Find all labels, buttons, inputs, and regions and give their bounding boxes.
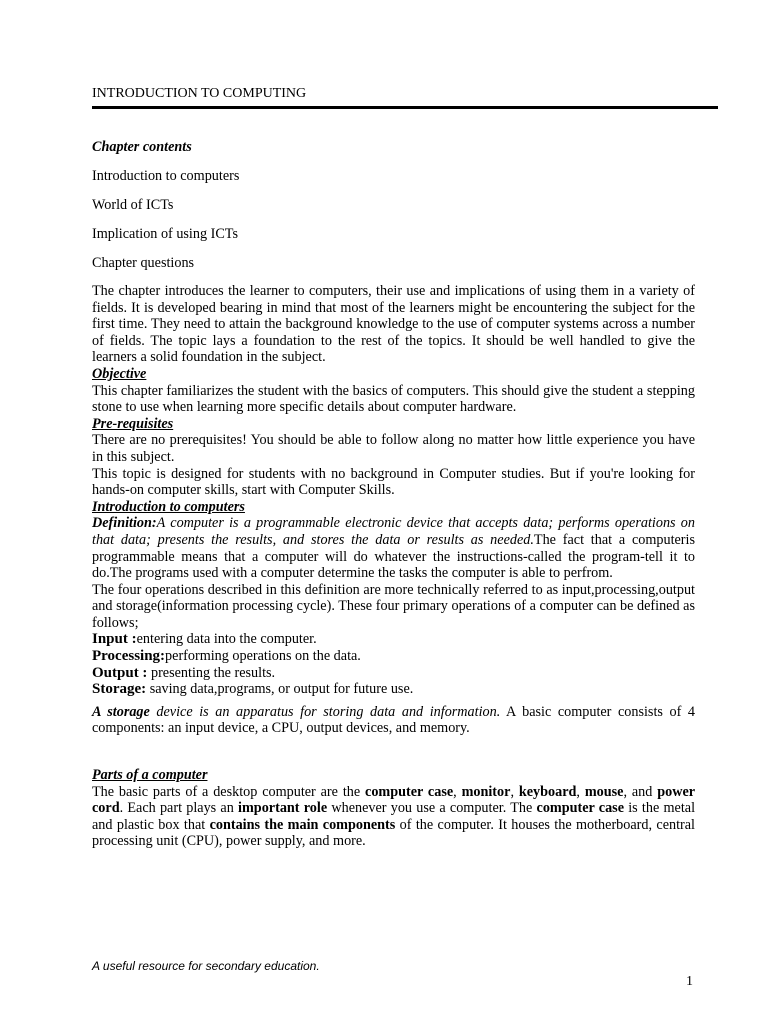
- operation-line: [92, 648, 695, 665]
- text-run: The basic parts of a desktop computer are the: [92, 783, 366, 800]
- bold-term: contains the main components: [209, 816, 396, 833]
- storage-label: A storage: [92, 703, 150, 720]
- operation-text: presenting the results.: [147, 664, 276, 681]
- page-number: 1: [686, 974, 693, 989]
- operation-text: saving data,programs, or output for future use.: [146, 681, 414, 698]
- parts-paragraph: [92, 784, 695, 850]
- bold-term: keyboard: [518, 783, 577, 800]
- bold-term: computer case: [536, 800, 625, 817]
- four-operations-paragraph: The four operations described in this definition are more technically referred to as input,processing,output and storage(information processing cycle). These four primary operations of a computer can be defined as follows;: [92, 581, 695, 631]
- storage-paragraph: [92, 704, 695, 737]
- toc-item: Introduction to computers: [92, 168, 240, 184]
- toc-item: Chapter questions: [92, 255, 195, 271]
- text-run: ,: [453, 783, 462, 800]
- operation-label: Processing:: [92, 648, 166, 665]
- text-run: of the computer. It houses the motherboard, central processing unit (CPU), power supply, and more.: [92, 816, 695, 850]
- footer-note: A useful resource for secondary education.: [92, 959, 320, 973]
- operation-label: Input :: [92, 631, 137, 648]
- toc-item: Implication of using ICTs: [92, 226, 238, 242]
- objective-text: This chapter familiarizes the student with the basics of computers. This should give the student a stepping stone to use when learning more specific details about computer hardware.: [92, 382, 695, 416]
- bold-term: power cord: [92, 783, 696, 817]
- operation-line: [92, 681, 695, 698]
- objective-heading: Objective: [92, 365, 147, 382]
- intro-paragraph: The chapter introduces the learner to computers, their use and implications of using them in a variety of fields. It is developed bearing in mind that most of the learners might be encountering the subject for the first time. They need to attain the background knowledge to the use of computer systems across a number of fields. The topic lays a foundation to the rest of the topics. It should be well handled to give the learners a solid foundation in the subject.: [92, 283, 695, 366]
- text-run: ,: [510, 783, 519, 800]
- text-run: . Each part plays an: [119, 800, 239, 817]
- definition-paragraph: [92, 515, 695, 581]
- prerequisites-heading: Pre-requisites: [92, 415, 174, 432]
- bold-term: computer case: [365, 783, 454, 800]
- operation-text: performing operations on the data.: [165, 648, 361, 665]
- text-run: is the metal and plastic box that: [92, 800, 696, 833]
- page-header: INTRODUCTION TO COMPUTING: [92, 86, 718, 109]
- parts-heading: Parts of a computer: [92, 767, 208, 784]
- storage-rest: A basic computer consists of 4 components: an input device, a CPU, output devices, and memory.: [92, 703, 695, 737]
- operation-label: Output :: [92, 664, 148, 681]
- text-run: , and: [623, 783, 658, 800]
- bold-term: mouse: [584, 783, 624, 800]
- introduction-heading: Introduction to computers: [92, 498, 245, 515]
- storage-italic: device is an apparatus for storing data and information.: [149, 703, 501, 720]
- bold-term: important role: [238, 800, 328, 817]
- prerequisites-text: This topic is designed for students with no background in Computer studies. But if you're looking for hands-on computer skills, start with Computer Skills.: [92, 465, 695, 499]
- operation-label: Storage:: [92, 681, 147, 698]
- spacer: [92, 737, 695, 767]
- text-run: ,: [576, 783, 585, 800]
- operation-text: entering data into the computer.: [136, 631, 317, 648]
- bold-term: monitor: [461, 783, 511, 800]
- toc-item: World of ICTs: [92, 197, 174, 213]
- operation-line: [92, 665, 695, 682]
- definition-label: Definition:: [92, 515, 157, 532]
- document-body: [92, 139, 695, 850]
- operation-line: [92, 631, 695, 648]
- prerequisites-text: There are no prerequisites! You should be able to follow along no matter how little experience you have in this subject.: [92, 432, 695, 465]
- chapter-contents-title: Chapter contents: [92, 139, 192, 155]
- text-run: whenever you use a computer. The: [327, 800, 537, 817]
- definition-rest: The fact that a computeris programmable means that a computer will do whatever the instructions-called the program-tell it to do.The programs used with a computer determine the tasks the computer is able to perfrom.: [92, 531, 695, 582]
- definition-italic: A computer is a programmable electronic device that accepts data; performs operations on that data; presents the results, and stores the data or results as needed.: [92, 515, 695, 548]
